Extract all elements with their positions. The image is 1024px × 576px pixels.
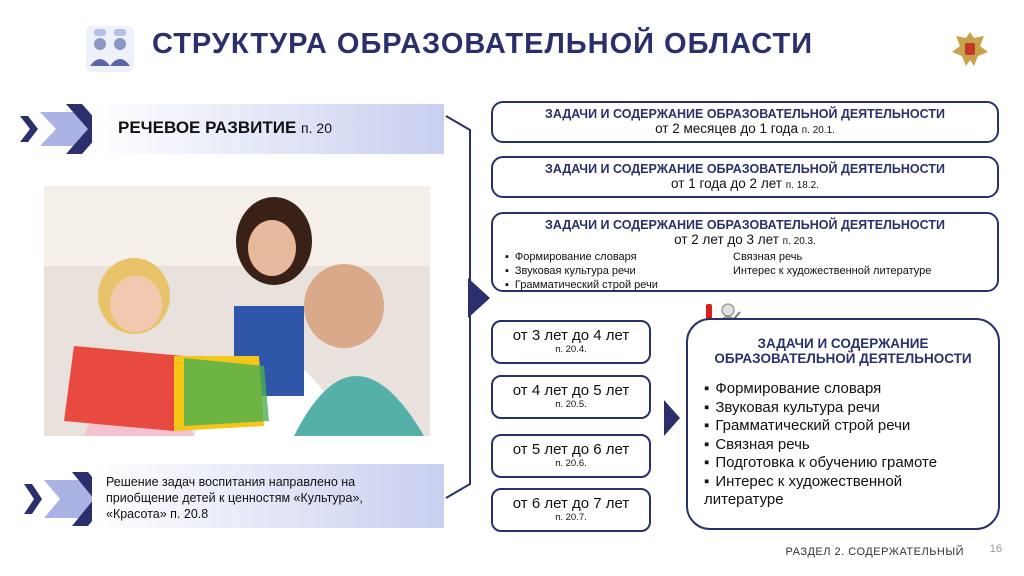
list-item: Интерес к художественной литературе (733, 265, 932, 277)
list-item: ▪ Связная речь (704, 436, 998, 455)
task-age: от 1 года до 2 лет (671, 176, 782, 191)
age-box-4-5 (491, 375, 651, 419)
list-item: ▪ Звуковая культура речи (505, 264, 658, 278)
list-item: ▪ Подготовка к обучению грамоте (704, 454, 998, 473)
age-box-6-7 (491, 488, 651, 532)
age-range: от 3 лет до 4 лет (512, 327, 630, 344)
task-heading: ЗАДАЧИ И СОДЕРЖАНИЕ ОБРАЗОВАТЕЛЬНОЙ ДЕЯТЕЛЬНОСТИ (545, 107, 945, 121)
section-footer: РАЗДЕЛ 2. СОДЕРЖАТЕЛЬНЫЙ (785, 546, 964, 558)
age-ref: п. 20.7. (555, 512, 587, 523)
list-item: ▪ Формирование словаря (505, 250, 658, 264)
bottom-banner-text: Решение задач воспитания направлено на приобщение детей к ценностям «Культура», «Красота» п. 20.8 (106, 475, 363, 521)
banner-ref: п. 20 (301, 120, 332, 136)
task-box-infant (491, 101, 999, 143)
task-heading: ЗАДАЧИ И СОДЕРЖАНИЕ ОБРАЗОВАТЕЛЬНОЙ ДЕЯТЕЛЬНОСТИ (545, 218, 945, 232)
task-list-right (733, 250, 931, 278)
age-ref: п. 20.6. (555, 458, 587, 469)
children-reading-photo (44, 186, 430, 436)
summary-heading-line2: ОБРАЗОВАТЕЛЬНОЙ ДЕЯТЕЛЬНОСТИ (714, 351, 972, 366)
task-ref: п. 20.3. (782, 236, 816, 247)
page-title: СТРУКТУРА ОБРАЗОВАТЕЛЬНОЙ ОБЛАСТИ (152, 28, 814, 60)
summary-heading-line1: ЗАДАЧИ И СОДЕРЖАНИЕ (757, 336, 929, 351)
task-ref: п. 20.1. (801, 125, 835, 136)
task-age: от 2 лет до 3 лет (674, 232, 779, 247)
age-box-5-6 (491, 434, 651, 478)
list-item: ▪ Грамматический строй речи (505, 278, 658, 292)
banner-title: РЕЧЕВОЕ РАЗВИТИЕ (118, 118, 297, 137)
list-item: Связная речь (733, 251, 803, 263)
age-ref: п. 20.4. (555, 344, 587, 355)
task-box-toddler (491, 156, 999, 198)
list-item: ▪ Грамматический строй речи (704, 417, 998, 436)
task-list-left (505, 250, 658, 292)
age-box-3-4 (491, 320, 651, 364)
age-range: от 6 лет до 7 лет (512, 495, 630, 512)
people-talking-icon (86, 26, 134, 72)
age-range: от 4 лет до 5 лет (512, 382, 630, 399)
age-ref: п. 20.5. (555, 399, 587, 410)
bottom-banner (92, 464, 444, 528)
age-range: от 5 лет до 6 лет (512, 441, 630, 458)
coat-of-arms-icon (950, 30, 990, 68)
list-item: ▪ Формирование словаря (704, 380, 998, 399)
summary-box (686, 318, 1000, 530)
task-age: от 2 месяцев до 1 года (655, 121, 798, 136)
task-ref: п. 18.2. (785, 180, 819, 191)
section-banner (92, 104, 444, 154)
summary-list (704, 380, 998, 510)
page-number: 16 (989, 543, 1002, 555)
list-item: ▪ Звуковая культура речи (704, 399, 998, 418)
task-heading: ЗАДАЧИ И СОДЕРЖАНИЕ ОБРАЗОВАТЕЛЬНОЙ ДЕЯТЕЛЬНОСТИ (545, 162, 945, 176)
task-box-early (491, 212, 999, 292)
list-item: ▪ Интерес к художественной литературе (704, 473, 964, 510)
